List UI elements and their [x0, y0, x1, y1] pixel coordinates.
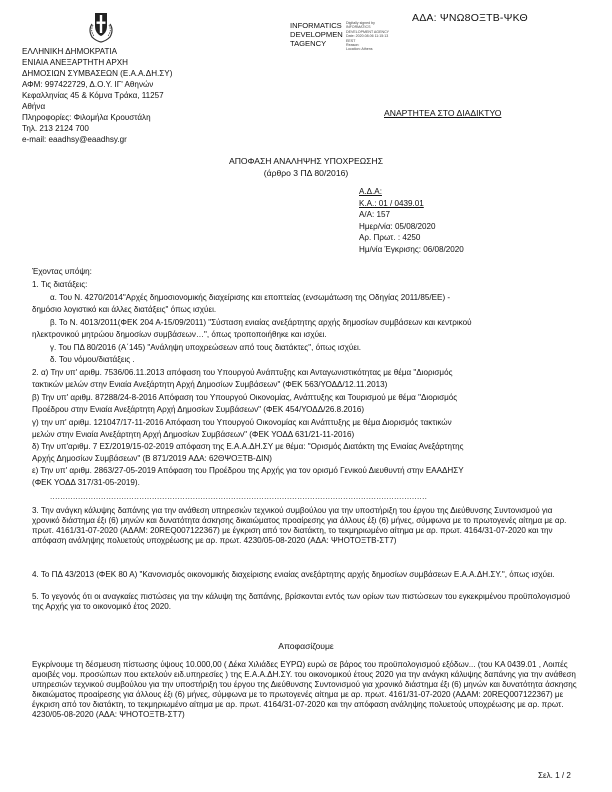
reference-block [359, 186, 464, 256]
authority-block [22, 46, 172, 145]
document-title: ΑΠΟΦΑΣΗ ΑΝΑΛΗΨΗΣ ΥΠΟΧΡΕΩΣΗΣ [228, 156, 383, 166]
decision-heading: Αποφασίζουμε [278, 641, 334, 651]
ref-ada: Α.Δ.Α: [359, 187, 382, 196]
ref-approval: Ημ/νία Έγκρισης: 06/08/2020 [359, 244, 464, 254]
item-2b: β) Την υπ' αριθμ. 87288/24-8-2016 Απόφαση του Υπουργού Οικονομίας, Ανάπτυξης και Τουρισμού με θέμα "Διορισμός [32, 393, 458, 402]
authority-line: Πληροφορίες: Φιλομήλα Κρουστάλη [22, 113, 151, 122]
authority-line: ΕΛΛΗΝΙΚΗ ΔΗΜΟΚΡΑΤΙΑ [22, 47, 118, 56]
item-2a-cont: τακτικών μελών στην Ενιαία Ανεξάρτητη Αρχή Δημοσίων Συμβάσεων" (ΦΕΚ 563/ΥΟΔΔ/12.11.2013) [32, 380, 388, 389]
item-1b: β. Το Ν. 4013/2011(ΦΕΚ 204 Α-15/09/2011) "Σύσταση ενιαίας ανεξάρτητης αρχής δημοσίων συμβάσεων και κεντρικού [50, 318, 472, 327]
having-regard-heading: Έχοντας υπόψη: [32, 267, 92, 276]
authority-line: Τηλ. 213 2124 700 [22, 124, 89, 133]
ref-aa: Α/Α: 157 [359, 210, 391, 220]
authority-line: ΔΗΜΟΣΙΩΝ ΣΥΜΒΑΣΕΩΝ (Ε.Α.Α.ΔΗ.ΣΥ) [22, 69, 173, 78]
item-1a: α. Του Ν. 4270/2014"Αρχές δημοσιονομικής διαχείρισης και εποπτείας (ενσωμάτωση της Οδηγίας 2011/85/ΕΕ) - [50, 293, 451, 302]
ref-date: Ημερ/νία: 05/08/2020 [359, 221, 436, 231]
item-1b-cont: ηλεκτρονικού μητρώου δημοσίων συμβάσεων…", όπως τροποποιήθηκε και ισχύει. [32, 330, 327, 339]
item-2a: 2. α) Την υπ' αριθμ. 7536/06.11.2013 απόφαση του Υπουργού Ανάπτυξης και Ανταγωνιστικότητας με θέμα "Διορισμός [32, 368, 453, 377]
item-2d: δ) Την υπ'αριθμ. 7 ΕΣ/2019/15-02-2019 απόφαση της Ε.Α.Α.ΔΗ.ΣΥ με θέμα: "Ορισμός Διατάκτη της Ενιαίας Ανεξάρτητης [32, 442, 464, 451]
authority-line: Κεφαλληνίας 45 & Κόμνα Τράκα, 11257 [22, 91, 164, 100]
item-2e-cont: (ΦΕΚ ΥΟΔΔ 317/31-05-2019). [32, 478, 140, 487]
item-2c-cont: μελών στην Ενιαία Ανεξάρτητη Αρχή Δημοσίων Συμβάσεων" (ΦΕΚ ΥΟΔΔ 631/21-11-2016) [32, 430, 355, 439]
agency-line: INFORMATICS [290, 21, 342, 30]
digital-signature: Digitally signed by INFORMATICS DEVELOPMENT AGENCY Date: 2020.08.06 11:15:13 EEST Reason: Location: Athens [346, 21, 390, 52]
item-5: 5. Το γεγονός ότι οι αναγκαίες πιστώσεις για την κάλυψη της δαπάνης, βρίσκονται εντός των ορίων των πιστώσεων του εγκεκριμένου προϋπολογισμού της Αρχής για το οικονομικό έτος 2020. [32, 592, 571, 611]
agency-stamp [290, 21, 343, 48]
item-1d: δ. Του νόμου/διατάξεις . [50, 355, 135, 364]
greek-emblem-icon [84, 10, 118, 44]
authority-line: Αθήνα [22, 102, 46, 111]
item-2c: γ) την υπ' αριθμ. 121047/17-11-2016 Απόφαση του Υπουργού Οικονομίας και Ανάπτυξης με θέμα Διορισμός τακτικών [32, 418, 452, 427]
item-4: 4. Το ΠΔ 43/2013 (ΦΕΚ 80 Α) "Κανονισμός οικονομικής διαχείρισης ενιαίας ανεξάρτητης αρχής δημοσίων συμβάσεων Ε.Α.Α.ΔΗ.ΣΥ.", όπως ισχύει. [32, 570, 555, 579]
agency-line: DEVELOPMEN [290, 30, 343, 39]
agency-line: TAGENCY [290, 39, 327, 48]
post-internet-label: ΑΝΑΡΤΗΤΕΑ ΣΤΟ ΔΙΑΔΙΚΤΥΟ [384, 108, 502, 118]
item-1a-cont: δημόσιο λογιστικό και άλλες διατάξεις" όπως ισχύει. [32, 305, 217, 314]
decision-text: Εγκρίνουμε τη δέσμευση πίστωσης ύψους 10.000,00 ( Δέκα Χιλιάδες ΕΥΡΩ) ευρώ σε βάρος του προϋπολογισμού εξόδων... (του ΚΑ 0439.01 , Λοιπές αμοιβές νομ. προσώπων που εκτελούν ειδ.υπηρεσίες ) της Ε.Α.Α.ΔΗ.ΣΥ. του οικονομικού έτους 2020 για την ανάγκη κάλυψης δαπάνης για την ανάθεση υπηρεσιών τεχνικού συμβούλου για την υποστήριξη του έργου της Διεύθυνσης Συντονισμού για χρονικό διάστημα έξι (6) μηνών και δυνατότητα άσκησης δικαιώματος προαίρεσης για άλλους έξι (6) μήνες, σύμφωνα με το πρωτογενές αίτημα με αρ. πρωτ. 4161/31-07-2020 (ΑΔΑΜ: 20REQ007122367) με έγκριση από τον διατάκτη, το τεκμηριωμένο αίτημα με αρ. πρωτ. 4164/31-07-2020 και την απόφαση ανάληψης πολυετούς υποχρέωσης με αρ. πρωτ. 4230/05-08-2020 (ΑΔΑ: ΨΗΟΤΟΞΤΒ-ΣΤ7) [32, 660, 577, 719]
ada-code: ΑΔΑ: ΨΝΩ8ΟΞΤΒ-ΨΚΘ [412, 12, 528, 24]
ref-ka: Κ.Α.: 01 / 0439.01 [359, 198, 424, 208]
item-2e: ε) Την υπ' αριθμ. 2863/27-05-2019 Απόφαση του Προέδρου της Αρχής για τον ορισμό Γενικού Διευθυντή στην ΕΑΑΔΗΣΥ [32, 466, 464, 475]
authority-line: e-mail: eaadhsy@eaadhsy.gr [22, 135, 127, 144]
item-1c: γ. Του ΠΔ 80/2016 (Α΄145) "Ανάληψη υποχρεώσεων από τους διατάκτες", όπως ισχύει. [50, 343, 362, 352]
item-3: 3. Την ανάγκη κάλυψης δαπάνης για την ανάθεση υπηρεσιών τεχνικού συμβούλου για την υποστήριξη του έργου της Διεύθυνσης Συντονισμού για χρονικό διάστημα έξι (6) μηνών και δυνατότητα άσκησης δικαιώματος προαίρεσης για άλλους έξι (6) μήνες, σύμφωνα με το πρωτογενές αίτημα με αρ. πρωτ. 4161/31-07-2020 (ΑΔΑΜ: 20REQ007122367) με έγκριση από τον διατάκτη, το τεκμηριωμένο αίτημα με αρ. πρωτ. 4164/31-07-2020 και την απόφαση ανάληψης πολυετούς υποχρέωσης με αρ. πρωτ. 4230/05-08-2020 (ΑΔΑ: ΨΗΟΤΟΞΤΒ-ΣΤ7) [32, 506, 567, 545]
item-1: 1. Τις διατάξεις: [32, 280, 88, 289]
ref-prot: Αρ. Πρωτ. : 4250 [359, 233, 421, 243]
authority-line: ΑΦΜ: 997422729, Δ.Ο.Υ. ΙΓ' Αθηνών [22, 80, 154, 89]
item-2d-cont: Αρχής Δημοσίων Συμβάσεων" (Β 871/2019 ΑΔΑ: 62ΘΨΟΞΤΒ-ΔΙΝ) [32, 454, 272, 463]
item-2b-cont: Προέδρου στην Ενιαία Ανεξάρτητη Αρχή Δημοσίων Συμβάσεων" (ΦΕΚ 454/ΥΟΔΔ/26.8.2016) [32, 405, 365, 414]
page-number: Σελ. 1 / 2 [538, 771, 571, 780]
authority-line: ΕΝΙΑΙΑ ΑΝΕΞΑΡΤΗΤΗ ΑΡΧΗ [22, 58, 129, 67]
dotted-separator: .................................................................................................................................................... [50, 492, 428, 501]
document-subtitle: (άρθρο 3 ΠΔ 80/2016) [263, 168, 349, 178]
